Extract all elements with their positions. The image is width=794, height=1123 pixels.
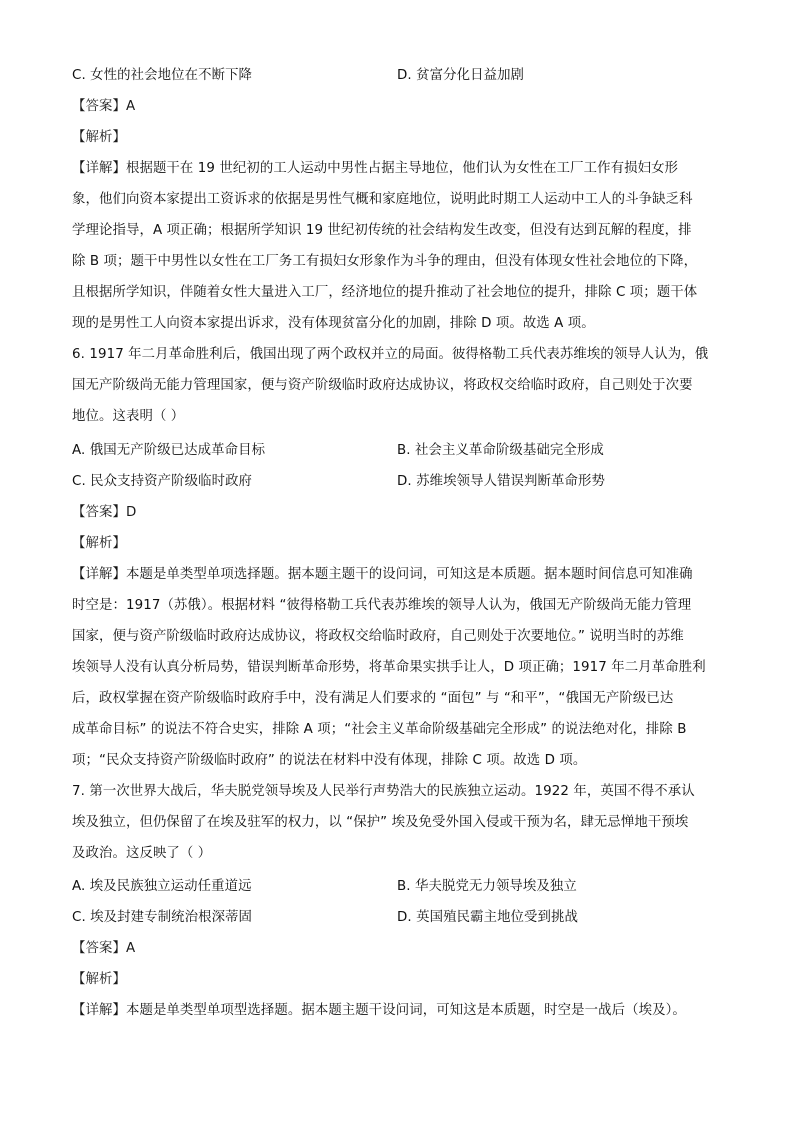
q7-option-d: D. 英国殖民霸主地位受到挑战 bbox=[397, 910, 579, 925]
q7-stem-line: 及政治。这反映了（ ） bbox=[72, 846, 212, 861]
q6-analysis-label: 【解析】 bbox=[72, 536, 126, 551]
q6-stem-line: 地位。这表明（ ） bbox=[72, 409, 185, 424]
q5-detail-line: 学理论指导，A 项正确；根据所学知识 19 世纪初传统的社会结构发生改变，但没有达到瓦解的程度，排 bbox=[72, 223, 692, 238]
q6-option-b: B. 社会主义革命阶级基础完全形成 bbox=[397, 443, 604, 458]
q6-option-c: C. 民众支持资产阶级临时政府 bbox=[72, 474, 253, 489]
q6-stem-line: 国无产阶级尚无能力管理国家，便与资产阶级临时政府达成协议，将政权交给临时政府，自己则处于次要 bbox=[72, 378, 693, 393]
q5-detail-line: 且根据所学知识，伴随着女性大量进入工厂，经济地位的提升推动了社会地位的提升，排除 C 项；题干体 bbox=[72, 285, 698, 300]
q6-answer: 【答案】D bbox=[72, 505, 137, 520]
q6-detail-line: 埃领导人没有认真分析局势，错误判断革命形势，将革命果实拱手让人，D 项正确；1917 年二月革命胜利 bbox=[72, 660, 706, 675]
q5-analysis-label: 【解析】 bbox=[72, 130, 126, 145]
q7-stem-line: 埃及独立，但仍保留了在埃及驻军的权力，以 “保护” 埃及免受外国入侵或干预为名，肆无忌惮地干预埃 bbox=[72, 815, 689, 830]
q6-detail-line: 【详解】本题是单类型单项选择题。据本题主题干的设问词，可知这是本质题。据本题时间信息可知准确 bbox=[72, 567, 693, 582]
q7-detail-line: 【详解】本题是单类型单项型选择题。据本题主题干设问词，可知这是本质题，时空是一战后（埃及）。 bbox=[72, 1003, 686, 1018]
q6-detail-line: 国家，便与资产阶级临时政府达成协议，将政权交给临时政府，自己则处于次要地位。” 说明当时的苏维 bbox=[72, 629, 684, 644]
q6-stem-line: 6. 1917 年二月革命胜利后，俄国出现了两个政权并立的局面。彼得格勒工兵代表苏维埃的领导人认为，俄 bbox=[72, 347, 709, 362]
q7-option-c: C. 埃及封建专制统治根深蒂固 bbox=[72, 910, 253, 925]
q7-stem-line: 7. 第一次世界大战后，华夫脱党领导埃及人民举行声势浩大的民族独立运动。1922 年，英国不得不承认 bbox=[72, 784, 695, 799]
q5-detail-line: 【详解】根据题干在 19 世纪初的工人运动中男性占据主导地位，他们认为女性在工厂工作有损妇女形 bbox=[72, 161, 679, 176]
q6-detail-line: 成革命目标” 的说法不符合史实，排除 A 项；“社会主义革命阶级基础完全形成” 的说法绝对化，排除 B bbox=[72, 722, 687, 737]
q5-detail-line: 象，他们向资本家提出工资诉求的依据是男性气概和家庭地位，说明此时期工人运动中工人的斗争缺乏科 bbox=[72, 192, 693, 207]
q5-option-d: D. 贫富分化日益加剧 bbox=[397, 68, 525, 83]
q6-detail-line: 后，政权掌握在资产阶级临时政府手中，没有满足人们要求的 “面包” 与 “和平”，“俄国无产阶级已达 bbox=[72, 691, 674, 706]
q5-option-c: C. 女性的社会地位在不断下降 bbox=[72, 68, 253, 83]
q6-detail-line: 项；“民众支持资产阶级临时政府” 的说法在材料中没有体现，排除 C 项。故选 D 项。 bbox=[72, 753, 587, 768]
q7-option-b: B. 华夫脱党无力领导埃及独立 bbox=[397, 879, 577, 894]
q5-detail-line: 现的是男性工人向资本家提出诉求，没有体现贫富分化的加剧，排除 D 项。故选 A 项。 bbox=[72, 316, 595, 331]
q6-detail-line: 时空是：1917（苏俄）。根据材料 “彼得格勒工兵代表苏维埃的领导人认为，俄国无产阶级尚无能力管理 bbox=[72, 598, 692, 613]
q5-answer: 【答案】A bbox=[72, 99, 136, 114]
q5-detail-line: 除 B 项；题干中男性以女性在工厂务工有损妇女形象作为斗争的理由，但没有体现女性社会地位的下降， bbox=[72, 254, 698, 269]
q6-option-a: A. 俄国无产阶级已达成革命目标 bbox=[72, 443, 266, 458]
q6-option-d: D. 苏维埃领导人错误判断革命形势 bbox=[397, 474, 605, 489]
q7-analysis-label: 【解析】 bbox=[72, 972, 126, 987]
q7-option-a: A. 埃及民族独立运动任重道远 bbox=[72, 879, 252, 894]
q7-answer: 【答案】A bbox=[72, 941, 136, 956]
